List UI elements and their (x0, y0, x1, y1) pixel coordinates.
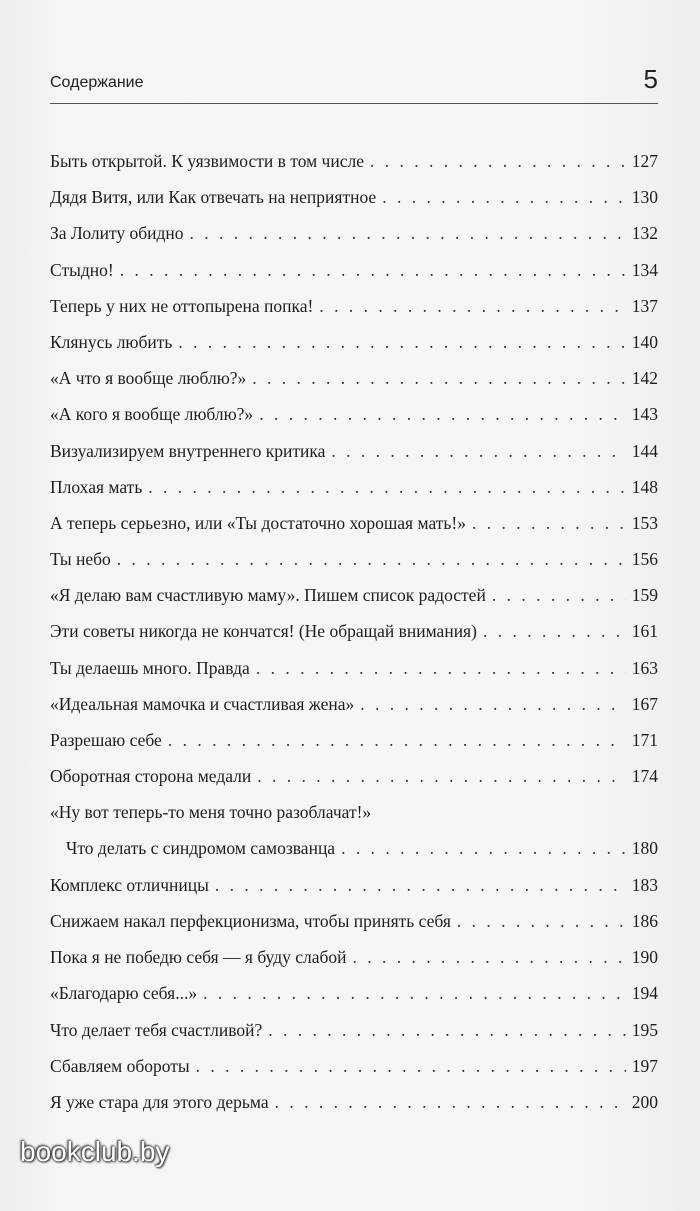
toc-entry-page: 183 (631, 874, 658, 895)
leader-dots (331, 433, 625, 469)
page-header (50, 62, 658, 102)
toc-entry (50, 686, 658, 722)
toc-entry-page: 153 (631, 512, 658, 533)
toc-entry (50, 758, 658, 794)
toc-entry-title: «Идеальная мамочка и счастливая жена» (50, 693, 355, 714)
leader-dots (120, 252, 626, 288)
leader-dots (472, 505, 626, 541)
toc-entry-title: Ты делаешь много. Правда (50, 657, 250, 678)
toc-entry-page: 200 (631, 1091, 658, 1112)
running-head-title: Содержание (50, 74, 144, 91)
toc-entry-page: 156 (631, 549, 658, 570)
leader-dots (457, 903, 626, 939)
toc-entry-page: 195 (631, 1019, 658, 1040)
toc-entry-page: 180 (631, 838, 658, 859)
toc-entry-title: А теперь серьезно, или «Ты достаточно хорошая мать!» (50, 512, 466, 533)
toc-entry-line (50, 830, 658, 866)
toc-entry-page: 161 (631, 621, 658, 642)
toc-entry (50, 1012, 658, 1048)
leader-dots (319, 288, 625, 324)
toc-entry-title: Я уже стара для этого дерьма (50, 1091, 269, 1112)
toc-entry-title: Клянусь любить (50, 331, 173, 352)
toc-entry (50, 1084, 658, 1120)
toc-entry-page: 144 (631, 440, 658, 461)
toc-entry-page: 159 (631, 585, 658, 606)
watermark: bookclub.by (20, 1136, 170, 1167)
leader-dots (203, 975, 626, 1011)
toc-entry (50, 541, 658, 577)
toc-entry-title: Комплекс отличницы (50, 874, 209, 895)
toc-entry-title: Ты небо (50, 549, 111, 570)
toc-entry-page: 163 (631, 657, 658, 678)
toc-entry-page: 130 (631, 187, 658, 208)
leader-dots (275, 1084, 626, 1120)
toc-entry-title: Визуализируем внутреннего критика (50, 440, 326, 461)
toc-entry-page: 194 (631, 983, 658, 1004)
leader-dots (483, 613, 626, 649)
toc-entry (50, 722, 658, 758)
leader-dots (257, 758, 626, 794)
toc-entry-title: «Ну вот теперь-то меня точно разоблачат!» (50, 802, 372, 823)
toc-entry-page: 167 (631, 693, 658, 714)
toc-entry-title: Эти советы никогда не кончатся! (Не обращай внимания) (50, 621, 477, 642)
toc-entry-title: Дядя Витя, или Как отвечать на неприятное (50, 187, 377, 208)
toc-entry (50, 577, 658, 613)
toc-entry (50, 469, 658, 505)
toc-entry (50, 324, 658, 360)
toc-entry-title: Плохая мать (50, 476, 143, 497)
leader-dots (196, 1048, 626, 1084)
toc-entry-title: Стыдно! (50, 259, 114, 280)
toc-entry (50, 867, 658, 903)
toc-entry-page: 171 (631, 730, 658, 750)
header-rule (50, 103, 658, 104)
toc-entry (50, 650, 658, 686)
leader-dots (360, 686, 625, 722)
toc-entry-page: 190 (631, 947, 658, 968)
toc-entry (50, 252, 658, 288)
toc-entry (50, 360, 658, 396)
toc-entry (50, 613, 658, 649)
leader-dots (259, 396, 626, 432)
toc-entry (50, 396, 658, 432)
toc-entry (50, 288, 658, 324)
toc-entry-page: 148 (631, 476, 658, 497)
toc-entry-title: «Благодарю себя...» (50, 983, 198, 1004)
toc-entry-title: Сбавляем обороты (50, 1055, 190, 1076)
leader-dots (353, 939, 626, 975)
toc-entry-title: За Лолиту обидно (50, 223, 184, 244)
leader-dots (168, 722, 626, 758)
toc-entry (50, 143, 658, 179)
table-of-contents (50, 143, 658, 1120)
toc-entry (50, 433, 658, 469)
toc-entry (50, 1048, 658, 1084)
toc-entry-title: Пока я не победю себя — я буду слабой (50, 947, 347, 968)
toc-entry-page: 186 (631, 910, 658, 931)
leader-dots (117, 541, 626, 577)
toc-entry-page: 134 (631, 259, 658, 280)
leader-dots (268, 1012, 625, 1048)
leader-dots (370, 143, 626, 179)
page-number: 5 (643, 64, 658, 94)
toc-entry-title: «Я делаю вам счастливую маму». Пишем список радостей (50, 585, 486, 606)
toc-entry (50, 794, 658, 866)
leader-dots (215, 867, 626, 903)
toc-entry-title: Что делает тебя счастливой? (50, 1019, 263, 1040)
toc-entry (50, 939, 658, 975)
toc-entry-page: 142 (631, 368, 658, 389)
toc-entry (50, 505, 658, 541)
toc-entry-title: Теперь у них не оттопырена попка! (50, 295, 314, 316)
leader-dots (382, 179, 626, 215)
leader-dots (256, 650, 626, 686)
toc-entry-page: 143 (631, 404, 658, 425)
toc-entry (50, 179, 658, 215)
toc-entry-page: 132 (631, 223, 658, 244)
toc-entry-subtitle: Что делать с синдромом самозванца (66, 838, 336, 859)
leader-dots (178, 324, 625, 360)
leader-dots (148, 469, 625, 505)
leader-dots (492, 577, 626, 613)
toc-entry (50, 215, 658, 251)
toc-entry-page: 140 (631, 331, 658, 352)
toc-entry-title: Оборотная сторона медали (50, 766, 252, 787)
leader-dots (252, 360, 625, 396)
toc-entry-title: Снижаем накал перфекционизма, чтобы принять себя (50, 910, 451, 931)
toc-entry-title: Разрешаю себе (50, 730, 162, 750)
toc-entry-title: «А что я вообще люблю?» (50, 368, 247, 389)
toc-entry-title: Быть открытой. К уязвимости в том числе (50, 151, 364, 171)
toc-entry (50, 975, 658, 1011)
toc-entry-title: «А кого я вообще люблю?» (50, 404, 254, 425)
leader-dots (190, 215, 626, 251)
toc-entry (50, 903, 658, 939)
leader-dots (341, 830, 626, 866)
toc-entry-page: 137 (631, 295, 658, 316)
toc-entry-page: 174 (631, 766, 658, 787)
toc-entry-page: 127 (631, 151, 658, 171)
toc-entry-page: 197 (631, 1055, 658, 1076)
